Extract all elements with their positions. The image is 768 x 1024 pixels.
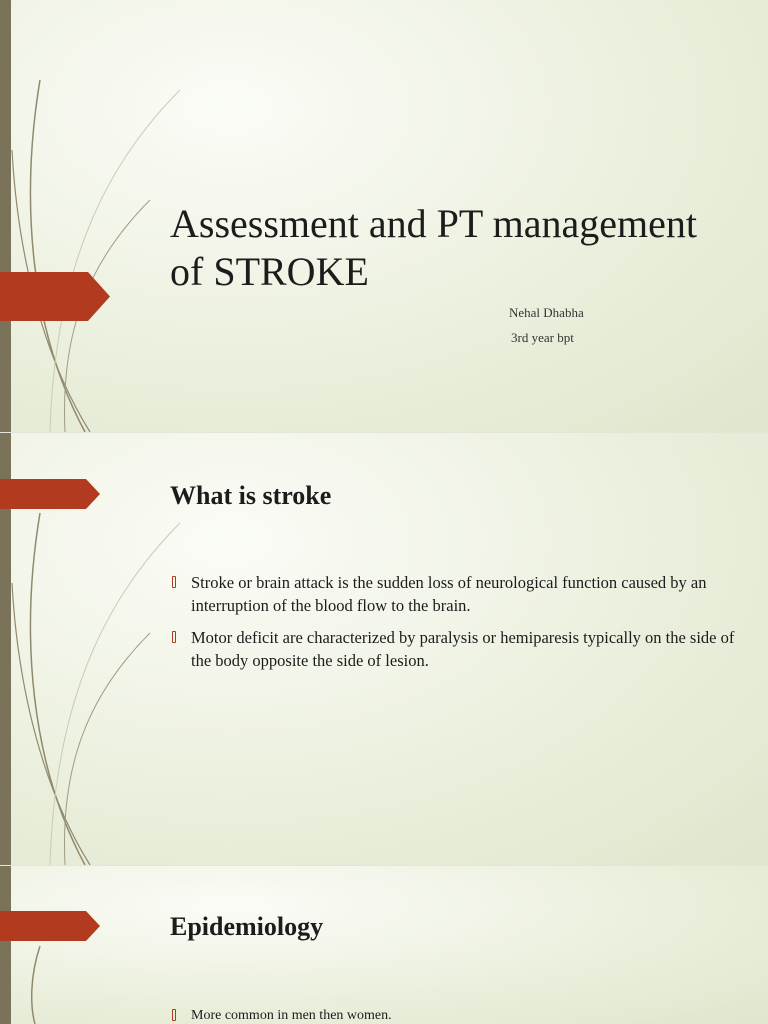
bullet-icon [172,631,176,643]
slide-title-text: Assessment and PT management of STROKE [170,201,697,294]
bullet-list [170,571,740,681]
author-name: Nehal Dhabha [509,305,584,320]
bullet-list [170,1004,740,1024]
slide-title [0,0,768,432]
arrow-shape [0,911,100,941]
bullet-icon [172,1009,176,1021]
left-sidebar-bar [0,866,11,1024]
list-item: Stroke or brain attack is the sudden loss of neurological function caused by an interruption of the blood flow to the brain. [170,571,740,617]
author-year: 3rd year bpt [511,330,574,345]
slide-heading: Epidemiology [170,912,324,941]
decorative-curves [0,866,200,1024]
left-sidebar-bar [0,0,11,432]
slide-heading: What is stroke [170,481,332,510]
bullet-icon [172,576,176,588]
list-item: More common in men then women. [170,1004,740,1024]
arrow-shape [0,479,100,509]
slide-what-is-stroke [0,433,768,865]
arrow-shape [0,272,110,321]
list-item: Motor deficit are characterized by paralysis or hemiparesis typically on the side of the body opposite the side of lesion. [170,626,740,672]
slide-epidemiology [0,866,768,1024]
